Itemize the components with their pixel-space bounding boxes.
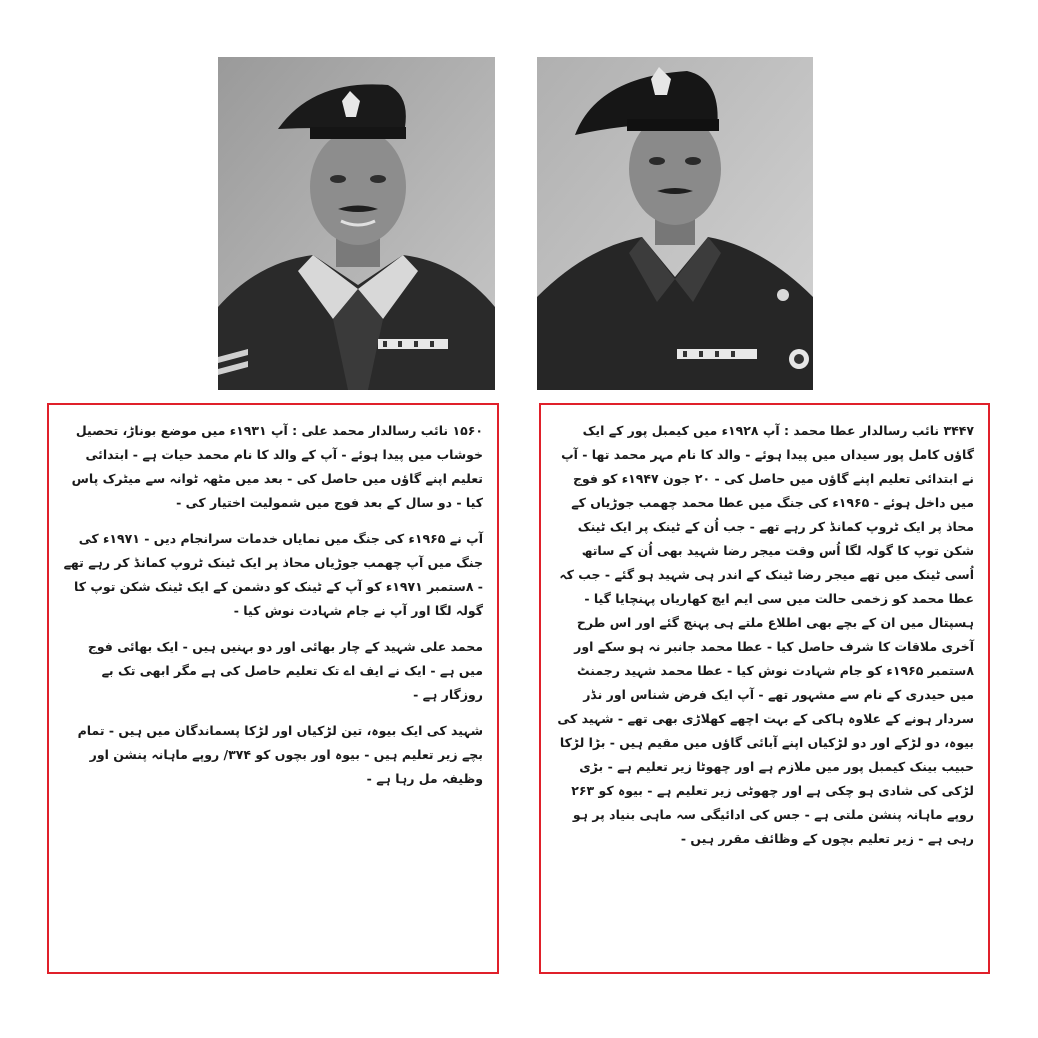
biography-paragraph: شہید کی ایک بیوہ، تین لڑکیاں اور لڑکا پسماندگان میں ہیں - تمام بچے زیر تعلیم ہیں - بیوہ اور بچوں کو ۳۷۴/ روپے ماہانہ پنشن اور وظیفہ مل رہا ہے - [77, 723, 483, 786]
biography-paragraph: ۱۵۶۰ نائب رسالدار محمد علی : آپ ۱۹۳۱ء میں موضع بوناڑ، تحصیل خوشاب میں پیدا ہوئے - آپ کے والد کا نام محمد حیات ہے - ابتدائی تعلیم اپنے گاؤں میں حاصل کی - بعد میں مٹھہ ٹوانہ سے میٹرک پاس کیا - دو سال کے بعد فوج میں شمولیت اختیار کی - [71, 423, 483, 510]
biography-paragraph: آپ نے ۱۹۶۵ء کی جنگ میں نمایاں خدمات سرانجام دیں - ۱۹۷۱ء کی جنگ میں آپ چھمب جوڑیاں محاذ پر ایک ٹینک ٹروپ کمانڈ کر رہے تھے - ۸ستمبر ۱۹۷۱ء کو آپ کے ٹینک کو دشمن کے ایک ٹینک شکن توپ کا گولہ لگا اور آپ نے جام شہادت نوش کیا - [63, 531, 483, 618]
biography-paragraph: ۳۴۴۷ نائب رسالدار عطا محمد : آپ ۱۹۲۸ء میں کیمبل پور کے ایک گاؤں کامل پور سیداں میں پیدا ہوئے - والد کا نام مہر محمد تھا - آپ نے ابتدائی تعلیم اپنے گاؤں میں حاصل کی - ۲۰ جون ۱۹۴۷ء کو فوج میں داخل ہوئے - ۱۹۶۵ء کی جنگ میں عطا محمد چھمب جوڑیاں کے محاذ پر ایک ٹروپ کمانڈ کر رہے تھے - جب اُن کے ٹینک پر ایک ٹینک شکن توپ کا گولہ لگا اُس وقت میجر رضا شہید بھی اُن کے ساتھ اُسی ٹینک میں تھے میجر رضا ٹینک کے اندر ہی شہید ہو گئے - جب کہ عطا محمد کو زخمی حالت میں سی ایم ایچ کھاریاں پہنچایا گیا - ہسپتال میں ان کے بچے بھی اطلاع ملتے ہی پہنچ گئے اور اس طرح آخری ملاقات کا شرف حاصل کیا - عطا محمد جانبر نہ ہو سکے اور ۸ستمبر ۱۹۶۵ء کو جام شہادت نوش کیا - عطا محمد شہید رجمنٹ میں حیدری کے نام سے مشہور تھے - آپ ایک فرض شناس اور نڈر سردار ہونے کے علاوہ ہاکی کے بہت اچھے کھلاڑی بھی تھے - شہید کی بیوہ، دو لڑکے اور دو لڑکیاں اپنے آبائی گاؤں میں مقیم ہیں - بڑا لڑکا حبیب بینک کیمبل پور میں ملازم ہے اور چھوٹا زیر تعلیم ہے - بڑی لڑکی کی شادی ہو چکی ہے اور چھوٹی زیر تعلیم ہے - بیوہ کو ۲۶۳ روپے ماہانہ پنشن ملتی ہے - جس کی ادائیگی سہ ماہی بنیاد پر ہو رہی ہے - زیر تعلیم بچوں کے وظائف مقرر ہیں - [557, 423, 974, 846]
soldier-portrait-icon [537, 57, 813, 390]
biography-box-left [47, 403, 499, 974]
portrait-photo-right [537, 57, 813, 390]
biography-paragraph: محمد علی شہید کے چار بھائی اور دو بہنیں ہیں - ایک بھائی فوج میں ہے - ایک نے ایف اے تک تعلیم حاصل کی ہے مگر ابھی تک بے روزگار ہے - [87, 639, 483, 702]
soldier-portrait-icon [218, 57, 495, 390]
biography-box-right [539, 403, 990, 974]
portrait-photo-left [218, 57, 495, 390]
